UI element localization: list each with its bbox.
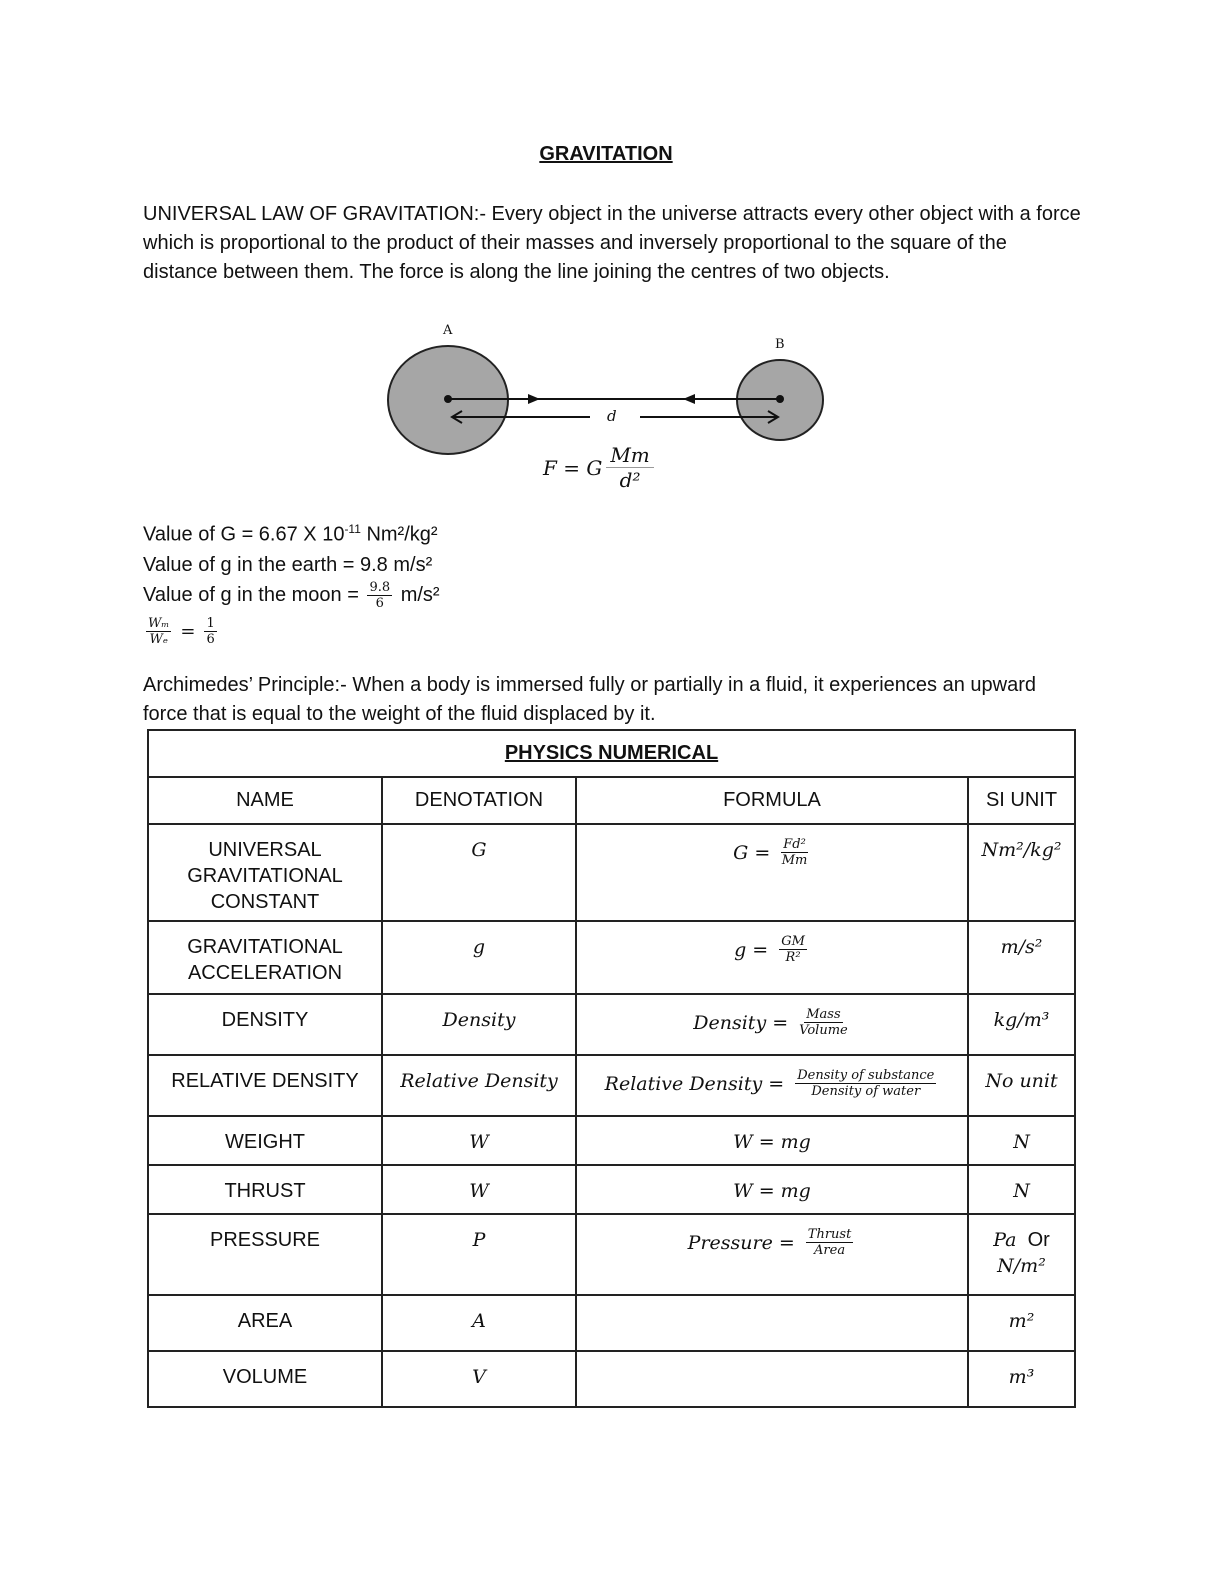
value-g-earth: Value of g in the earth = 9.8 m/s² bbox=[143, 553, 433, 576]
gravitation-diagram bbox=[380, 315, 840, 515]
label-d: d bbox=[607, 407, 617, 425]
header-si-unit: SI UNIT bbox=[968, 777, 1075, 824]
table-row: DENSITY Density Density = $\frac{\text{Mass}}{\text{Volume}}$ kg/m³ bbox=[148, 994, 1075, 1055]
header-denotation: DENOTATION bbox=[382, 777, 576, 824]
header-name: NAME bbox=[148, 777, 382, 824]
table-row: WEIGHT W W = mg N bbox=[148, 1116, 1075, 1165]
archimedes-paragraph: Archimedes’ Principle:- When a body is immersed fully or partially in a fluid, it experiences an upward force that is equal to the weight of the fluid displaced by it. bbox=[143, 674, 1036, 725]
label-b: B bbox=[775, 337, 785, 352]
universal-law-paragraph: UNIVERSAL LAW OF GRAVITATION:- Every object in the universe attracts every other object with a force which is proportional to the product of their masses and inversely proportional to the square of the distance between them. The force is along the line joining the centres of two objects. bbox=[143, 203, 1081, 283]
table-row: VOLUME V m³ bbox=[148, 1351, 1075, 1407]
table-row: AREA A m² bbox=[148, 1295, 1075, 1351]
weight-ratio: $\frac{\text{Wₘ}}{\text{Wₑ}}$ = $\frac{1}{6}$ bbox=[148, 616, 215, 647]
label-a: A bbox=[443, 323, 453, 338]
table-row: THRUST W W = mg N bbox=[148, 1165, 1075, 1214]
value-G: Value of G = 6.67 X $10^{-11}$ Nm²/kg² bbox=[143, 522, 438, 546]
physics-numerical-table bbox=[147, 729, 1076, 1408]
header-formula: FORMULA bbox=[576, 777, 968, 824]
force-formula: F = G Mm d² bbox=[543, 443, 654, 492]
table-row: RELATIVE DENSITY Relative Density Relative Density = $\frac{\text{Density of substance}}{\text{Density of water}}$ No unit bbox=[148, 1055, 1075, 1116]
constants-block bbox=[143, 514, 440, 611]
table-row: GRAVITATIONAL ACCELERATION g g = $\frac{GM}{\text{R²}}$ m/s² bbox=[148, 921, 1075, 994]
table-row: PRESSURE P Pressure = $\frac{\text{Thrust}}{\text{Area}}$ Pa Or N/m² bbox=[148, 1214, 1075, 1295]
value-g-moon: Value of g in the moon = $\frac{9.8}{6}$ m/s² bbox=[143, 579, 440, 611]
table-row: UNIVERSAL GRAVITATIONAL CONSTANT G G = $\frac{\text{Fd²}}{Mm}$ Nm²/kg² bbox=[148, 824, 1075, 921]
table-caption: PHYSICS NUMERICAL bbox=[148, 730, 1075, 777]
page-title: GRAVITATION bbox=[539, 143, 673, 165]
